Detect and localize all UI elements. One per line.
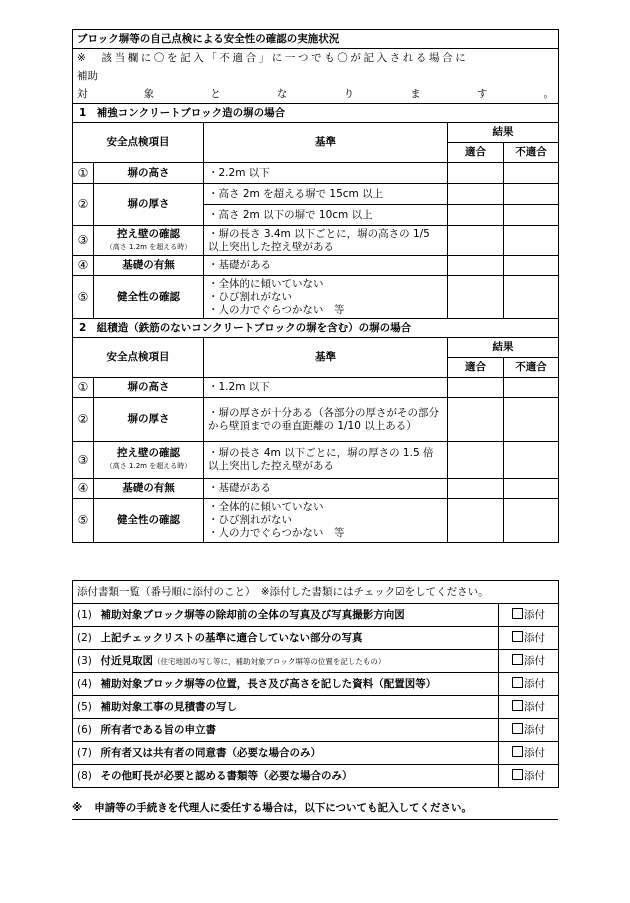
safety-check-table: ブロック塀等の自己点検による安全性の確認の実施状況 ※ 該当欄に〇を記入「不適合」に一つでも〇が記入される場合に 補助 対 象 と な り ま す 。 1 補強コンクリートブロック造の塀の場合 安全点検項目 基準 結果 適合 不適合 ① 塀の高さ ・2.2m 以下 ② 塀の厚さ ・高さ 2m を超える塀で 15cm 以上 ・高さ 2m 以下の塀で 10cm 以上 ③ 控え壁の確認 （高さ 1.2m を超える時） ・塀の長さ 3.4m 以下ごとに，塀の高さの 1/5 以上突出した控え壁がある ④ 基礎の有無 ・基礎がある ⑤ 健全性の確認 ・全体的に傾いていない ・ひび割れがない ・人の力でぐらつかない 等 2 組積造（鉄筋のないコンクリートブロックの塀を含む）の塀の場合 安全点検項目 基準 結果 適合 不適合 ① 塀の高さ ・1.2m 以下 ② 塀の厚さ ・塀の厚さが十分ある（各部分の厚さがその部分から壁頂までの垂直距離の 1/10 以上ある） ③ 控え壁の確認 （高さ 1.2m を超える時） ・塀の長さ 4m 以下ごとに，塀の厚さの 1.5 倍以上突出した控え壁がある ④ 基礎の有無 ・基礎がある ⑤ 健全性の確認 ・全体的に傾いていない ・ひび割れがない ・人の力でぐらつかない 等 (72, 29, 559, 543)
section2-row-4: ④ 基礎の有無 ・基礎がある (73, 479, 559, 499)
attachments-header: 添付書類一覧（番号順に添付のこと） ※添付した書類にはチェック☑をしてください。 (73, 581, 559, 604)
section2-col-item: 安全点検項目 (73, 338, 204, 378)
result-ng-cell[interactable] (504, 378, 559, 398)
attachment-row: (6) 所有者である旨の申立書 添付 (73, 719, 559, 742)
attach-checkbox[interactable] (512, 631, 523, 642)
attach-checkbox[interactable] (512, 746, 523, 757)
result-ng-cell[interactable] (504, 442, 559, 479)
attach-checkbox[interactable] (512, 608, 523, 619)
instruction-note-line3: 対 象 と な り ま す 。 (73, 85, 559, 104)
attach-checkbox[interactable] (512, 677, 523, 688)
attachment-row: (4) 補助対象ブロック塀等の位置，長さ及び高さを記した資料（配置図等） 添付 (73, 673, 559, 696)
instruction-note-line2: 補助 (73, 67, 559, 85)
section1-col-item: 安全点検項目 (73, 123, 204, 163)
proxy-note-mark: ※ (72, 802, 83, 814)
result-ng-cell[interactable] (504, 398, 559, 442)
section2-col-ok: 適合 (448, 358, 504, 378)
result-ng-cell[interactable] (504, 256, 559, 276)
result-ng-cell[interactable] (504, 184, 559, 205)
section2-row-1: ① 塀の高さ ・1.2m 以下 (73, 378, 559, 398)
section1-row-5: ⑤ 健全性の確認 ・全体的に傾いていない ・ひび割れがない ・人の力でぐらつかない 等 (73, 276, 559, 319)
result-ok-cell[interactable] (448, 398, 504, 442)
result-ok-cell[interactable] (448, 378, 504, 398)
attachment-row: (1) 補助対象ブロック塀等の除却前の全体の写真及び写真撮影方向図 添付 (73, 604, 559, 627)
attach-checkbox[interactable] (512, 700, 523, 711)
proxy-note (72, 800, 558, 820)
safety-check-form (72, 29, 558, 543)
attachment-row: (7) 所有者又は共有者の同意書（必要な場合のみ） 添付 (73, 742, 559, 765)
attach-checkbox[interactable] (512, 654, 523, 665)
attach-checkbox[interactable] (512, 723, 523, 734)
attachment-row: (8) その他町長が必要と認める書類等（必要な場合のみ） 添付 (73, 765, 559, 788)
section1-row-4: ④ 基礎の有無 ・基礎がある (73, 256, 559, 276)
section2-row-2: ② 塀の厚さ ・塀の厚さが十分ある（各部分の厚さがその部分から壁頂までの垂直距離の 1/10 以上ある） (73, 398, 559, 442)
section1-title: 1 補強コンクリートブロック造の塀の場合 (73, 104, 559, 123)
result-ng-cell[interactable] (504, 479, 559, 499)
attachment-row: (3) 付近見取図（住宅地図の写し等に，補助対象ブロック塀等の位置を記したもの） 添付 (73, 650, 559, 673)
result-ok-cell[interactable] (448, 256, 504, 276)
result-ng-cell[interactable] (504, 499, 559, 543)
section1-col-standard: 基準 (204, 123, 448, 163)
result-ok-cell[interactable] (448, 184, 504, 205)
result-ok-cell[interactable] (448, 442, 504, 479)
section1-row-1: ① 塀の高さ ・2.2m 以下 (73, 163, 559, 184)
section2-col-ng: 不適合 (504, 358, 559, 378)
result-ng-cell[interactable] (504, 163, 559, 184)
attachments-table (72, 580, 559, 788)
instruction-note (73, 49, 559, 68)
section1-row-2: ② 塀の厚さ ・高さ 2m を超える塀で 15cm 以上 (73, 184, 559, 205)
result-ng-cell[interactable] (504, 276, 559, 319)
section2-col-result: 結果 (448, 338, 559, 358)
section1-row-3: ③ 控え壁の確認 （高さ 1.2m を超える時） ・塀の長さ 3.4m 以下ごとに，塀の高さの 1/5 以上突出した控え壁がある (73, 226, 559, 256)
result-ng-cell[interactable] (504, 205, 559, 226)
attachment-row: (2) 上記チェックリストの基準に適合していない部分の写真 添付 (73, 627, 559, 650)
attach-checkbox[interactable] (512, 769, 523, 780)
result-ok-cell[interactable] (448, 479, 504, 499)
proxy-note-text: 申請等の手続きを代理人に委任する場合は，以下についても記入してください。 (94, 802, 473, 814)
result-ok-cell[interactable] (448, 205, 504, 226)
section1-col-ok: 適合 (448, 143, 504, 163)
result-ok-cell[interactable] (448, 276, 504, 319)
result-ok-cell[interactable] (448, 226, 504, 256)
result-ng-cell[interactable] (504, 226, 559, 256)
section1-col-ng: 不適合 (504, 143, 559, 163)
attachment-row: (5) 補助対象工事の見積書の写し 添付 (73, 696, 559, 719)
result-ok-cell[interactable] (448, 499, 504, 543)
section2-row-3: ③ 控え壁の確認 （高さ 1.2m を超える時） ・塀の長さ 4m 以下ごとに，塀の厚さの 1.5 倍以上突出した控え壁がある (73, 442, 559, 479)
instruction-note-line1: ※ 該当欄に〇を記入「不適合」に一つでも〇が記入される場合に (77, 51, 469, 64)
form-title: ブロック塀等の自己点検による安全性の確認の実施状況 (73, 30, 559, 49)
section2-title: 2 組積造（鉄筋のないコンクリートブロックの塀を含む）の塀の場合 (73, 319, 559, 338)
section1-col-result: 結果 (448, 123, 559, 143)
section2-col-standard: 基準 (204, 338, 448, 378)
result-ok-cell[interactable] (448, 163, 504, 184)
attachments-section (72, 580, 558, 788)
section2-row-5: ⑤ 健全性の確認 ・全体的に傾いていない ・ひび割れがない ・人の力でぐらつかない 等 (73, 499, 559, 543)
